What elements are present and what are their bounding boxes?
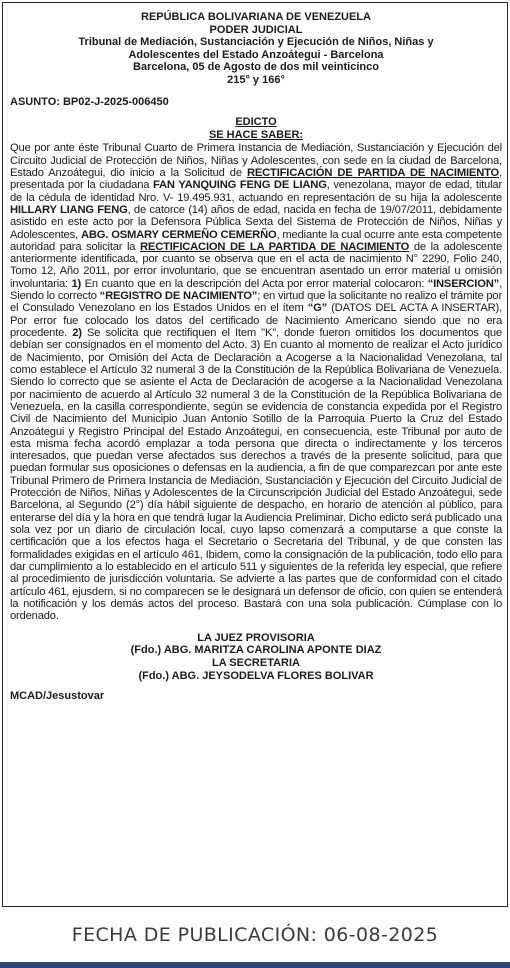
body-emphasis: RECTIFICACION DE LA PARTIDA DE NACIMIENTO [140,240,410,253]
body-emphasis: 2) [72,327,82,340]
notice-body [10,142,502,622]
body-text: (DATOS DEL ACTA A INSERTAR), Por error fue colocado los datos del certificado de Nacimiento Americano siendo que no era procedente. [10,302,502,340]
body-emphasis: “INSERCION” [427,277,500,290]
header-line-power: PODER JUDICIAL [209,23,303,36]
body-text: , de catorce (14) años de edad, nacida en fecha de 19/07/2011, debidamente asistido en este acto por la Defensora Pública Sexta del Sistema de Protección de Niños, Niñas y Adolescentes, [10,203,503,241]
reference-initials: MCAD/Jesustovar [10,690,105,703]
judge-name: (Fdo.) ABG. MARITZA CAROLINA APONTE DIAZ [130,643,382,656]
header-line-republic: REPÚBLICA BOLIVARIANA DE VENEZUELA [141,11,371,23]
body-text: ; en virtud que la solicitante no realizo el trámite por el Consulado Venezolano en los Estados Unidos en el ítem [10,290,502,315]
header-line-years: 215° y 166° [227,73,285,86]
title-edicto: EDICTO [235,116,277,129]
body-text: , presentada por la ciudadana [10,166,503,192]
header-line-date: Barcelona, 05 de Agosto de dos mil veinticinco [133,61,379,74]
secretary-signature [10,657,502,682]
body-text: , venezolana, mayor de edad, titular de la cédula de identidad Nro. V- 19.495.931, actuando en representación de su hija la adolescente [10,179,502,204]
notice-header [10,11,502,87]
header-line-court: Tribunal de Mediación, Sustanciación y Ejecución de Niños, Niñas y [78,36,434,49]
body-emphasis: FAN YANQUING FENG DE LIANG [153,179,327,192]
judge-title: LA JUEZ PROVISORIA [197,631,315,644]
legal-notice [2,2,508,907]
body-text: Se solicita que rectifiquen el Item "K", donde fueron omitidos los documentos que debían ser consignados en el momento del Acto. 3) En cuanto al momento de realizar el Acto jurídico de Nacimiento, por Omisión del Acta de Declaración a Acogerse a la Nacionalidad Venezolana, tal como establece el Artículo 32 numeral 3 de la Constitución de la República Bolivariana de Venezuela. Siendo lo correcto que se asiente el Acta de Declaración de acogerse a la Nacionalidad Venezolana por nacimiento de acuerdo al Artículo 32 numeral 3 de la Constitución de la República Bolivariana de Venezuela, en la casilla correspondiente, según se evidencia de constancia expedida por el Registro Civil de Nacimiento del Municipio Juan Antonio Sotillo de la Parroquia Puerto la Cruz del Estado Anzoátegui y Registro Principal del Estado Anzoátegui, en consecuencia, este Tribunal por auto de esta misma fecha acordó emplazar a toda persona que directa o indirectamente y los terceros interesados, que puedan verse afectados sus derechos a través de la presente solicitud, para que puedan formular sus oposiciones o defensas en la audiencia, a fin de que comparezcan por ante este Tribunal Primero de Primera Instancia de Mediación, Sustanciación y Ejecución del Circuito Judicial de Protección de Niños, Niñas y Adolescentes de la Circunscripción Judicial del Estado Anzoátegui, sede Barcelona, al Segundo (2°) día hábil siguiente de despacho, en horario de atención al público, para enterarse del día y la hora en que tendrá lugar la Audiencia Preliminar. Dicho edicto será publicado una sola vez por un diario de circulación local, cuyo lapso comenzará a computarse a que conste la certificación que a los efectos haga el Secretario o Secretaria del Tribunal, y de que consten las formalidades exigidas en el artículo 461, Ibidem, como la consignación de la publicación, todo ello para dar cumplimiento a lo establecido en el artículo 511 y siguientes de la referida ley especial, que refiere al procedimiento de jurisdicción voluntaria. Se advierte a las partes que de conformidad con el citado artículo 461, ejusdem, si no comparecen se le designará un defensor de oficio, con quien se entenderá la notificación y los demás actos del proceso. Bastará con una sola publicación. Cúmplase con lo ordenado. [10,327,502,623]
body-emphasis: “G” [307,302,328,315]
bottom-color-bar [0,962,510,968]
notice-title [10,116,502,141]
body-text: Que por ante éste Tribunal Cuarto de Primera Instancia de Mediación, Sustanciación y Ejecución del Circuito Judicial de Protección de Niños, Niñas y Adolescentes, con sede en la ciudad de Barcelona, Estado Anzoátegui, dio inicio a la Solicitud de [10,142,502,179]
body-emphasis: 1) [71,277,82,290]
title-se-hace-saber: SE HACE SABER: [208,128,304,141]
body-text: , Siendo lo correcto [10,277,502,303]
secretary-title: LA SECRETARIA [212,657,300,670]
judge-signature [10,632,502,657]
body-emphasis: RECTIFICACIÓN DE PARTIDA DE NACIMIENTO [246,166,500,179]
body-emphasis: “REGISTRO DE NACIMIENTO” [99,290,258,303]
body-text: En cuanto que en la descripción del Acta por error material colocaron: [81,277,428,290]
body-emphasis: HILLARY LIANG FENG [10,203,128,216]
body-text: de la adolescente anteriormente identificada, por cuanto se observa que en el acta de nacimiento N° 2290, Folio 240, Tomo 12, Año 2011, por error involuntario, que se encuentran asentado un error material u omisión involuntaria: [10,240,502,290]
publication-date: FECHA DE PUBLICACIÓN: 06-08-2025 [71,924,439,946]
secretary-name: (Fdo.) ABG. JEYSODELVA FLORES BOLIVAR [138,669,374,682]
header-line-court-2: Adolescentes del Estado Anzoátegui - Barcelona [128,48,384,61]
body-text: , mediante la cual ocurre ante esta competente autoridad para solicitar la [10,228,502,253]
body-emphasis: ABG. OSMARY CERMEÑO CEMERÑO [80,228,277,241]
case-number: ASUNTO: BP02-J-2025-006450 [10,95,169,108]
